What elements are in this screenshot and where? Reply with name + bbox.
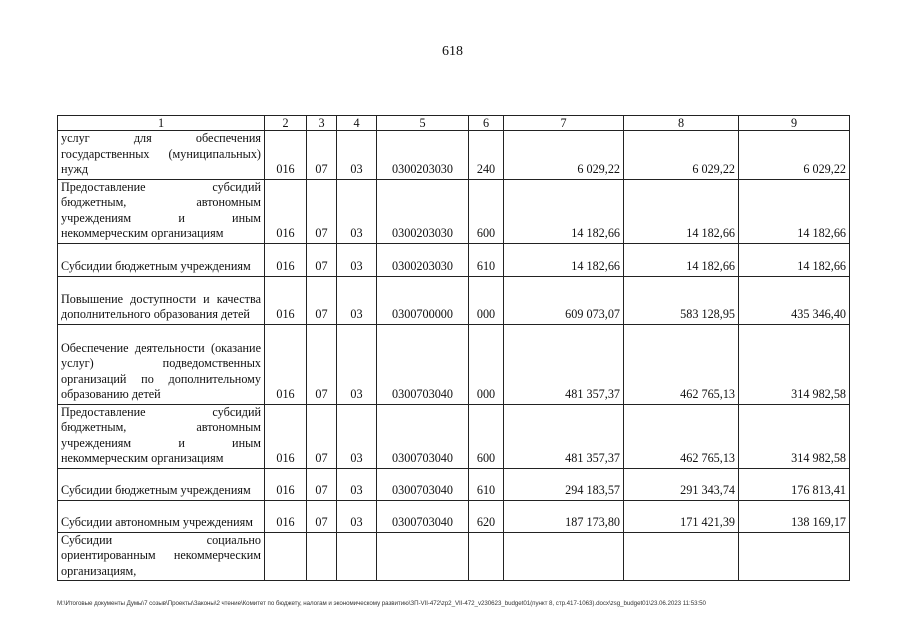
header-cell: 5	[377, 116, 469, 131]
table-row	[58, 532, 850, 581]
ved-code: 016	[265, 500, 307, 532]
table-row	[58, 276, 850, 324]
ved-code: 016	[265, 276, 307, 324]
amount-col8: 14 182,66	[624, 243, 739, 276]
podrazdel-code: 03	[337, 500, 377, 532]
amount-col9: 314 982,58	[739, 324, 850, 404]
amount-col9: 314 982,58	[739, 404, 850, 468]
ved-code	[265, 532, 307, 581]
vr-code: 620	[469, 500, 504, 532]
amount-col9: 6 029,22	[739, 131, 850, 180]
amount-col9	[739, 532, 850, 581]
csr-code: 0300703040	[377, 404, 469, 468]
vr-code: 600	[469, 179, 504, 243]
amount-col7: 294 183,57	[504, 468, 624, 500]
csr-code	[377, 532, 469, 581]
ved-code: 016	[265, 324, 307, 404]
vr-code: 240	[469, 131, 504, 180]
table-row	[58, 500, 850, 532]
amount-col9: 14 182,66	[739, 243, 850, 276]
amount-col8	[624, 532, 739, 581]
csr-code: 0300703040	[377, 324, 469, 404]
header-cell: 9	[739, 116, 850, 131]
ved-code: 016	[265, 468, 307, 500]
ved-code: 016	[265, 179, 307, 243]
podrazdel-code: 03	[337, 243, 377, 276]
page-number: 618	[442, 44, 463, 59]
row-name: Субсидии бюджетным учреждениям	[58, 243, 265, 276]
amount-col7	[504, 532, 624, 581]
header-cell: 4	[337, 116, 377, 131]
razdel-code	[307, 532, 337, 581]
amount-col8: 583 128,95	[624, 276, 739, 324]
table-row	[58, 468, 850, 500]
amount-col8: 462 765,13	[624, 324, 739, 404]
vr-code: 610	[469, 243, 504, 276]
amount-col8: 6 029,22	[624, 131, 739, 180]
amount-col7: 187 173,80	[504, 500, 624, 532]
amount-col9: 138 169,17	[739, 500, 850, 532]
vr-code	[469, 532, 504, 581]
amount-col7: 14 182,66	[504, 179, 624, 243]
ved-code: 016	[265, 131, 307, 180]
amount-col7: 609 073,07	[504, 276, 624, 324]
amount-col7: 481 357,37	[504, 324, 624, 404]
table-row	[58, 179, 850, 243]
row-name: Повышение доступности и качества дополнительного образования детей	[58, 276, 265, 324]
amount-col7: 14 182,66	[504, 243, 624, 276]
header-cell: 8	[624, 116, 739, 131]
vr-code: 000	[469, 276, 504, 324]
table-row	[58, 243, 850, 276]
amount-col8: 171 421,39	[624, 500, 739, 532]
row-name: Субсидии бюджетным учреждениям	[58, 468, 265, 500]
amount-col7: 6 029,22	[504, 131, 624, 180]
amount-col7: 481 357,37	[504, 404, 624, 468]
razdel-code: 07	[307, 324, 337, 404]
razdel-code: 07	[307, 243, 337, 276]
podrazdel-code: 03	[337, 324, 377, 404]
razdel-code: 07	[307, 179, 337, 243]
amount-col8: 291 343,74	[624, 468, 739, 500]
row-name: Субсидии автономным учреждениям	[58, 500, 265, 532]
amount-col8: 14 182,66	[624, 179, 739, 243]
ved-code: 016	[265, 404, 307, 468]
csr-code: 0300700000	[377, 276, 469, 324]
table-header-row	[58, 116, 850, 131]
vr-code: 600	[469, 404, 504, 468]
row-name: Субсидии социально ориентированным некоммерческим организациям,	[58, 532, 265, 581]
budget-table	[57, 115, 850, 581]
header-cell: 1	[58, 116, 265, 131]
csr-code: 0300703040	[377, 500, 469, 532]
razdel-code: 07	[307, 468, 337, 500]
header-cell: 6	[469, 116, 504, 131]
table-row	[58, 131, 850, 180]
vr-code: 000	[469, 324, 504, 404]
amount-col9: 14 182,66	[739, 179, 850, 243]
amount-col9: 176 813,41	[739, 468, 850, 500]
row-name: Обеспечение деятельности (оказание услуг) подведомственных организаций по дополнительному образованию детей	[58, 324, 265, 404]
vr-code: 610	[469, 468, 504, 500]
csr-code: 0300703040	[377, 468, 469, 500]
header-cell: 3	[307, 116, 337, 131]
table-row	[58, 404, 850, 468]
razdel-code: 07	[307, 404, 337, 468]
razdel-code: 07	[307, 131, 337, 180]
csr-code: 0300203030	[377, 243, 469, 276]
csr-code: 0300203030	[377, 131, 469, 180]
razdel-code: 07	[307, 500, 337, 532]
podrazdel-code: 03	[337, 276, 377, 324]
table-row	[58, 324, 850, 404]
podrazdel-code	[337, 532, 377, 581]
podrazdel-code: 03	[337, 468, 377, 500]
csr-code: 0300203030	[377, 179, 469, 243]
amount-col9: 435 346,40	[739, 276, 850, 324]
row-name: Предоставление субсидий бюджетным, автономным учреждениям и иным некоммерческим организациям	[58, 179, 265, 243]
row-name: Предоставление субсидий бюджетным, автономным учреждениям и иным некоммерческим организациям	[58, 404, 265, 468]
podrazdel-code: 03	[337, 404, 377, 468]
podrazdel-code: 03	[337, 179, 377, 243]
amount-col8: 462 765,13	[624, 404, 739, 468]
podrazdel-code: 03	[337, 131, 377, 180]
header-cell: 7	[504, 116, 624, 131]
row-name: услуг для обеспечения государственных (муниципальных) нужд	[58, 131, 265, 180]
razdel-code: 07	[307, 276, 337, 324]
document-path-footer: M:\Итоговые документы Думы\7 созыв\Проекты\Законы\2 чтение\Комитет по бюджету, налогам и экономическому развитию\ЗП-VII-472\zp2_VII-472_v230623_budget01(пункт 8, стр.417-1063).docx\zsg_budget01\23.06.2023 11:53:50	[57, 600, 706, 607]
header-cell: 2	[265, 116, 307, 131]
ved-code: 016	[265, 243, 307, 276]
